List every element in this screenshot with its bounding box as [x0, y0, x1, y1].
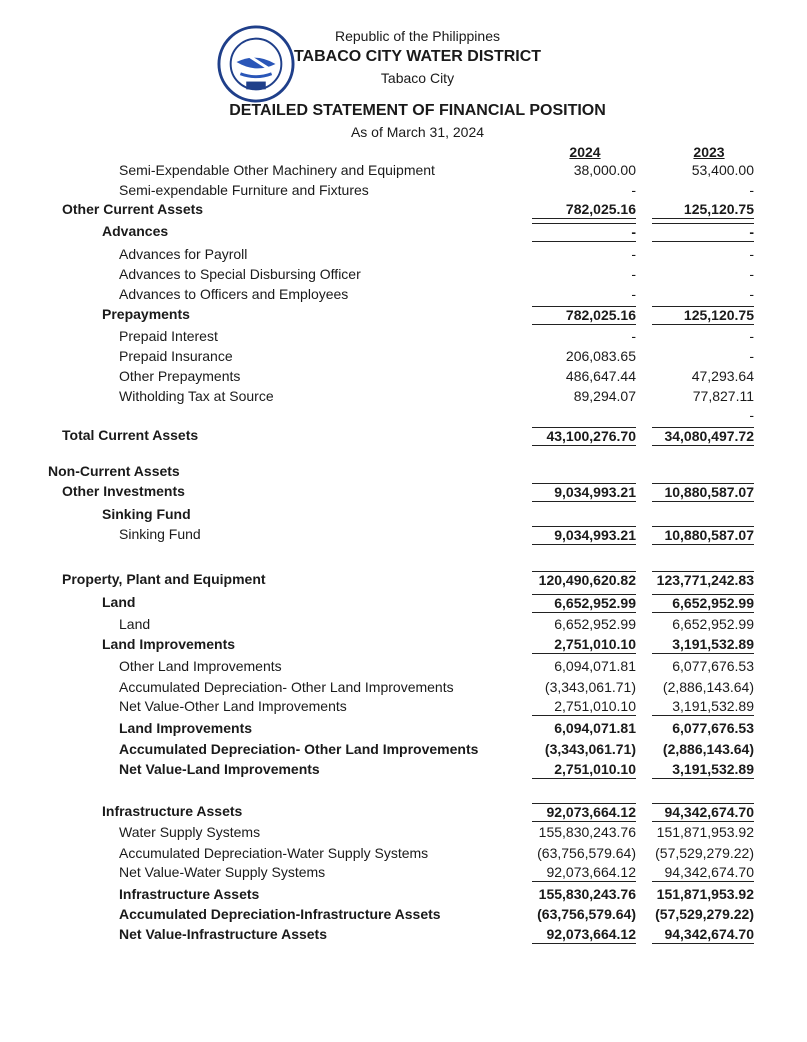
row-label: Sinking Fund: [119, 526, 201, 542]
row-label: Net Value-Water Supply Systems: [119, 864, 326, 880]
value-2023: -: [749, 182, 754, 198]
value-2024: 2,751,010.10: [532, 698, 636, 716]
row-label: Land: [102, 594, 136, 610]
value-2024: 9,034,993.21: [532, 483, 636, 502]
table-row: [0, 427, 807, 447]
value-2023: 34,080,497.72: [652, 427, 754, 446]
value-2023: -: [749, 266, 754, 282]
value-2024: 43,100,276.70: [532, 427, 636, 446]
row-label: Land: [119, 616, 151, 632]
row-label: Net Value-Infrastructure Assets: [119, 926, 327, 942]
table-row: [0, 182, 807, 202]
table-row: [0, 368, 807, 388]
table-row: [0, 162, 807, 182]
value-2023: (57,529,279.22): [655, 906, 754, 922]
table-row: [0, 526, 807, 546]
row-label: Other Prepayments: [119, 368, 241, 384]
row-label: Other Investments: [62, 483, 185, 499]
value-2024: 782,025.16: [532, 201, 636, 219]
row-label: Accumulated Depreciation-Infrastructure Assets: [119, 906, 441, 922]
value-2023: 151,871,953.92: [656, 886, 754, 902]
row-label: Advances: [102, 223, 169, 239]
value-2024: 6,652,952.99: [554, 616, 636, 632]
value-2023: 3,191,532.89: [652, 698, 754, 716]
value-2024: (63,756,579.64): [537, 845, 636, 861]
value-2023: 125,120.75: [652, 201, 754, 219]
column-header-2023: 2023: [693, 144, 725, 160]
row-label: Net Value-Other Land Improvements: [119, 698, 347, 714]
value-2023: (57,529,279.22): [655, 845, 754, 861]
table-row: [0, 594, 807, 614]
row-label: Accumulated Depreciation- Other Land Improvements: [119, 741, 479, 757]
district-name: TABACO CITY WATER DISTRICT: [293, 48, 542, 65]
row-label: Land Improvements: [102, 636, 236, 652]
value-2024: 92,073,664.12: [532, 803, 636, 822]
value-2024: -: [631, 182, 636, 198]
value-2023: (2,886,143.64): [662, 741, 754, 757]
table-row: [0, 926, 807, 946]
value-2023: 47,293.64: [691, 368, 754, 384]
value-2024: 6,094,071.81: [554, 658, 636, 674]
value-2024: 486,647.44: [565, 368, 636, 384]
table-row: [0, 886, 807, 906]
value-2024: 782,025.16: [532, 306, 636, 325]
row-label: Sinking Fund: [102, 506, 191, 522]
value-2024: 6,652,952.99: [532, 594, 636, 613]
value-2023: -: [749, 286, 754, 302]
row-label: Other Land Improvements: [119, 658, 282, 674]
value-2023: 10,880,587.07: [652, 526, 754, 545]
value-2024: 155,830,243.76: [538, 824, 636, 840]
row-label: Other Current Assets: [62, 201, 204, 217]
table-row: [0, 407, 807, 427]
value-2023: (2,886,143.64): [662, 679, 754, 695]
value-2023: -: [652, 223, 754, 242]
value-2024: -: [631, 246, 636, 262]
value-2023: -: [749, 407, 754, 423]
value-2023: 94,342,674.70: [652, 926, 754, 944]
row-label: Witholding Tax at Source: [119, 388, 274, 404]
value-2023: 151,871,953.92: [656, 824, 754, 840]
row-label: Advances to Special Disbursing Officer: [119, 266, 361, 282]
table-row: [0, 388, 807, 408]
row-label: Prepayments: [102, 306, 190, 322]
table-row: [0, 803, 807, 823]
value-2023: 6,077,676.53: [672, 720, 754, 736]
table-row: [0, 348, 807, 368]
table-row: [0, 741, 807, 761]
table-row: [0, 720, 807, 740]
row-label: Net Value-Land Improvements: [119, 761, 320, 777]
table-row: [0, 698, 807, 718]
table-row: [0, 906, 807, 926]
value-2024: 6,094,071.81: [554, 720, 636, 736]
table-row: [0, 483, 807, 503]
row-label: Infrastructure Assets: [119, 886, 260, 902]
value-2023: 123,771,242.83: [652, 571, 754, 588]
row-label: Property, Plant and Equipment: [62, 571, 266, 587]
value-2024: 120,490,620.82: [532, 571, 636, 588]
row-label: Accumulated Depreciation-Water Supply Systems: [119, 845, 429, 861]
value-2024: 92,073,664.12: [532, 926, 636, 944]
statement-title: DETAILED STATEMENT OF FINANCIAL POSITION: [229, 102, 606, 119]
value-2023: 3,191,532.89: [652, 761, 754, 779]
table-row: [0, 266, 807, 286]
value-2023: 3,191,532.89: [652, 636, 754, 654]
value-2024: 9,034,993.21: [532, 526, 636, 545]
value-2024: (63,756,579.64): [537, 906, 636, 922]
value-2023: 6,077,676.53: [672, 658, 754, 674]
value-2023: 53,400.00: [691, 162, 754, 178]
value-2023: 125,120.75: [652, 306, 754, 325]
table-row: [0, 306, 807, 326]
value-2024: (3,343,061.71): [544, 679, 636, 695]
value-2024: 38,000.00: [573, 162, 636, 178]
value-2024: -: [631, 286, 636, 302]
value-2023: -: [749, 246, 754, 262]
value-2024: 2,751,010.10: [532, 636, 636, 654]
table-row: [0, 286, 807, 306]
value-2023: 6,652,952.99: [672, 616, 754, 632]
row-label: Semi-expendable Furniture and Fixtures: [119, 182, 369, 198]
value-2023: 77,827.11: [692, 388, 754, 404]
table-row: [0, 864, 807, 884]
table-row: [0, 223, 807, 243]
row-label: Advances to Officers and Employees: [119, 286, 349, 302]
table-row: [0, 845, 807, 865]
value-2024: -: [631, 328, 636, 344]
table-row: [0, 616, 807, 636]
row-label: Accumulated Depreciation- Other Land Improvements: [119, 679, 454, 695]
row-label: Non-Current Assets: [48, 463, 180, 479]
row-label: Prepaid Insurance: [119, 348, 233, 364]
city-line: Tabaco City: [380, 70, 455, 86]
value-2024: 155,830,243.76: [538, 886, 636, 902]
table-row: [0, 571, 807, 591]
table-row: [0, 246, 807, 266]
value-2023: -: [749, 328, 754, 344]
table-row: [0, 761, 807, 781]
table-row: [0, 658, 807, 678]
table-row: [0, 636, 807, 656]
row-label: Total Current Assets: [62, 427, 199, 443]
table-row: [0, 506, 807, 526]
value-2023: 6,652,952.99: [652, 594, 754, 613]
value-2023: 94,342,674.70: [652, 864, 754, 882]
row-label: Semi-Expendable Other Machinery and Equipment: [119, 162, 435, 178]
column-header-2024: 2024: [569, 144, 601, 160]
value-2024: 2,751,010.10: [532, 761, 636, 779]
value-2023: -: [749, 348, 754, 364]
table-row: [0, 679, 807, 699]
value-2024: -: [631, 266, 636, 282]
table-row: [0, 824, 807, 844]
value-2024: 206,083.65: [565, 348, 636, 364]
value-2024: (3,343,061.71): [544, 741, 636, 757]
table-row: [0, 201, 807, 221]
row-label: Land Improvements: [119, 720, 253, 736]
value-2023: 10,880,587.07: [652, 483, 754, 502]
republic-line: Republic of the Philippines: [335, 28, 500, 44]
as-of-date: As of March 31, 2024: [350, 124, 485, 140]
row-label: Advances for Payroll: [119, 246, 248, 262]
row-label: Infrastructure Assets: [102, 803, 243, 819]
table-row: [0, 463, 807, 483]
value-2023: 94,342,674.70: [652, 803, 754, 822]
row-label: Prepaid Interest: [119, 328, 218, 344]
table-row: [0, 328, 807, 348]
value-2024: 89,294.07: [573, 388, 636, 404]
row-label: Water Supply Systems: [119, 824, 261, 840]
value-2024: -: [532, 223, 636, 242]
value-2024: 92,073,664.12: [532, 864, 636, 882]
